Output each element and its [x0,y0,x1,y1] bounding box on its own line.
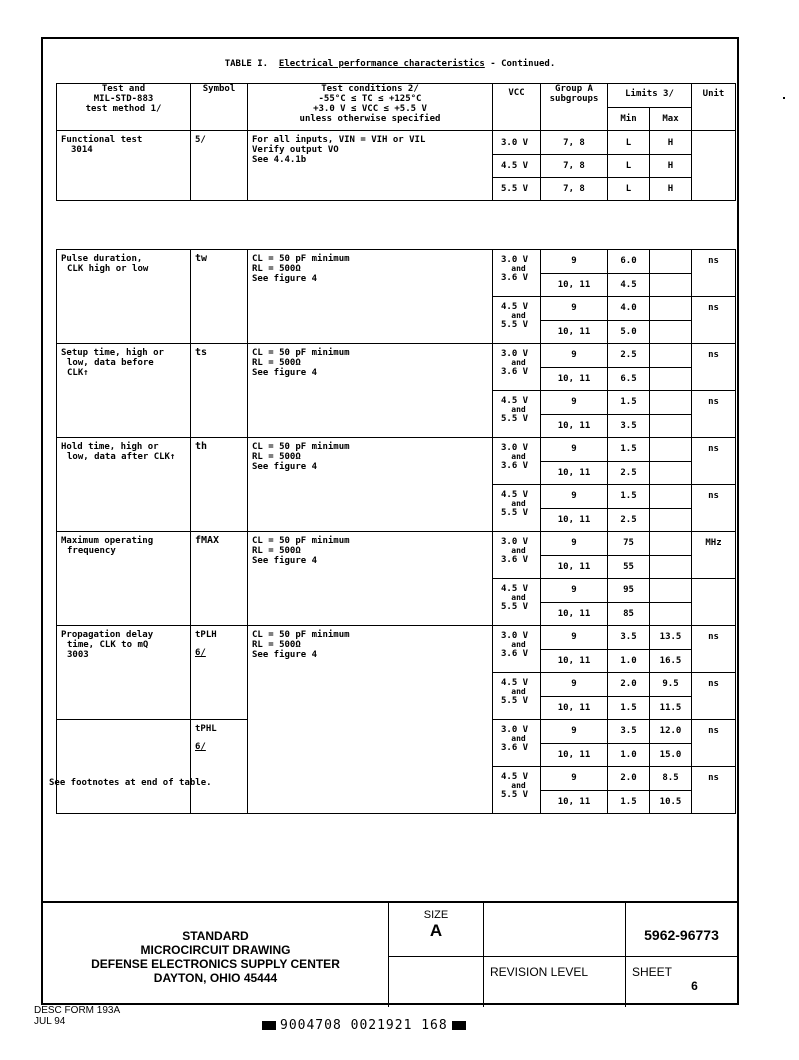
limit-min: 5.0 [608,321,650,344]
header-conditions: Test conditions 2/ -55°C ≤ TC ≤ +125°C +3.0 V ≤ VCC ≤ +5.5 V unless otherwise specified [248,84,493,131]
limit-min: 4.5 [608,274,650,297]
limit-min: 2.0 [608,767,650,791]
test-conditions: CL = 50 pF minimum RL = 500Ω See figure 4 [248,532,493,626]
barcode: 9004708 0021921 168 [258,1018,470,1033]
limit-min: 3.5 [608,720,650,744]
limit-min: 3.5 [608,626,650,650]
unit: ns [692,485,736,532]
limit-max [650,391,692,415]
table-row: Functional test 3014 5/ For all inputs, VIN = VIH or VIL Verify output VO See 4.4.1b 3.0 V 7, 8 L H [57,131,736,155]
test-name [57,720,191,814]
vcc-range: 4.5 V and 5.5 V [493,485,541,532]
table-row: 5.5 V 7, 8 L H [57,178,736,201]
vcc-range: 3.0 V and 3.6 V [493,532,541,579]
table-caption: TABLE I. Electrical performance characteristics - Continued. [224,59,556,69]
table-row [57,438,736,462]
subgroup: 9 [541,767,608,791]
limit-max: 16.5 [650,650,692,673]
subgroup: 9 [541,485,608,509]
subgroup: 10, 11 [541,462,608,485]
vcc-range: 3.0 V and 3.6 V [493,626,541,673]
electrical-table [56,83,736,201]
test-name: Hold time, high or low, data after CLK↑ [57,438,191,532]
limit-max: 10.5 [650,791,692,814]
header-limits: Limits 3/ [608,84,692,108]
symbol: tw [191,250,248,344]
subgroup: 10, 11 [541,415,608,438]
header-unit: Unit [692,84,736,131]
limit-max [650,297,692,321]
header-min: Min [608,108,650,131]
limit-max: 8.5 [650,767,692,791]
unit: ns [692,626,736,673]
limit-max [650,509,692,532]
sheet-cell: SHEET 6 [625,957,737,1007]
limit-max [650,344,692,368]
barcode-block-icon [452,1021,466,1030]
symbol: tPHL 6/ [191,720,248,814]
limit-min: 2.5 [608,344,650,368]
subgroup: 9 [541,250,608,274]
limit-min: 1.0 [608,744,650,767]
blank-cell [483,903,625,957]
unit: ns [692,673,736,720]
drawing-number: 5962-96773 [625,903,737,957]
unit: ns [692,297,736,344]
unit [692,579,736,626]
limit-min: 1.5 [608,485,650,509]
limit-max [650,321,692,344]
test-conditions: CL = 50 pF minimum RL = 500Ω See figure 4 [248,344,493,438]
test-name: Setup time, high or low, data before CLK↑ [57,344,191,438]
test-conditions: CL = 50 pF minimum RL = 500Ω See figure 4 [248,438,493,532]
barcode-block-icon [262,1021,276,1030]
header-test: Test and MIL-STD-883 test method 1/ [57,84,191,131]
subgroup: 10, 11 [541,509,608,532]
limit-min: 2.0 [608,673,650,697]
header-vcc: VCC [493,84,541,131]
unit: ns [692,250,736,297]
symbol: ts [191,344,248,438]
limit-max [650,532,692,556]
limit-max: 11.5 [650,697,692,720]
limit-max [650,462,692,485]
limit-max [650,485,692,509]
blank-cell [388,957,483,1007]
table-row [57,532,736,556]
header-group: Group A subgroups [541,84,608,131]
unit: ns [692,391,736,438]
limit-min: 4.0 [608,297,650,321]
unit: ns [692,438,736,485]
vcc-range: 4.5 V and 5.5 V [493,767,541,814]
vcc-range: 3.0 V and 3.6 V [493,344,541,391]
symbol: tPLH 6/ [191,626,248,720]
title-block [43,901,737,1007]
limit-min: 6.5 [608,368,650,391]
vcc-range: 4.5 V and 5.5 V [493,297,541,344]
symbol: fMAX [191,532,248,626]
unit: ns [692,344,736,391]
limit-max [650,250,692,274]
subgroup: 10, 11 [541,697,608,720]
limit-min: 95 [608,579,650,603]
form-identifier: DESC FORM 193A JUL 94 [34,1005,121,1027]
limit-max [650,556,692,579]
limit-min: 3.5 [608,415,650,438]
unit: MHz [692,532,736,579]
table-row [57,344,736,368]
subgroup: 10, 11 [541,368,608,391]
limit-max: 15.0 [650,744,692,767]
limit-min: 2.5 [608,509,650,532]
limit-min: 1.5 [608,697,650,720]
revision-level: REVISION LEVEL [483,957,625,1007]
limit-min: 75 [608,532,650,556]
size-cell: SIZE A [388,903,483,957]
limit-min: 85 [608,603,650,626]
limit-max [650,368,692,391]
subgroup: 10, 11 [541,650,608,673]
subgroup: 10, 11 [541,274,608,297]
test-conditions: CL = 50 pF minimum RL = 500Ω See figure 4 [248,250,493,344]
subgroup: 10, 11 [541,744,608,767]
test-conditions: CL = 50 pF minimum RL = 500Ω See figure 4 [248,626,493,814]
vcc-range: 4.5 V and 5.5 V [493,579,541,626]
vcc-range: 4.5 V and 5.5 V [493,391,541,438]
header-symbol: Symbol [191,84,248,131]
test-name: Propagation delay time, CLK to mQ 3003 [57,626,191,720]
subgroup: 9 [541,720,608,744]
limit-max: 9.5 [650,673,692,697]
limit-min: 2.5 [608,462,650,485]
subgroup: 9 [541,673,608,697]
footnote-reference: See footnotes at end of table. [49,778,212,788]
subgroup: 10, 11 [541,321,608,344]
limit-min: 1.0 [608,650,650,673]
vcc-range: 3.0 V and 3.6 V [493,720,541,767]
vcc-range: 3.0 V and 3.6 V [493,250,541,297]
subgroup: 9 [541,391,608,415]
table-row [57,626,736,650]
limit-min: 6.0 [608,250,650,274]
subgroup: 9 [541,626,608,650]
symbol: th [191,438,248,532]
subgroup: 9 [541,344,608,368]
subgroup: 10, 11 [541,603,608,626]
subgroup: 9 [541,297,608,321]
header-max: Max [650,108,692,131]
subgroup: 9 [541,438,608,462]
limit-max [650,274,692,297]
subgroup: 9 [541,579,608,603]
speck-mark [783,97,785,99]
limit-min: 1.5 [608,438,650,462]
table-row [57,250,736,274]
page-frame [41,37,739,1005]
subgroup: 10, 11 [541,791,608,814]
table-row: 4.5 V 7, 8 L H [57,155,736,178]
drawing-agency: STANDARD MICROCIRCUIT DRAWING DEFENSE ELECTRONICS SUPPLY CENTER DAYTON, OHIO 45444 [91,929,340,985]
test-name: Maximum operating frequency [57,532,191,626]
limit-min: 55 [608,556,650,579]
subgroup: 9 [541,532,608,556]
parameter-table [56,249,736,814]
vcc-range: 3.0 V and 3.6 V [493,438,541,485]
limit-min: 1.5 [608,391,650,415]
limit-max [650,415,692,438]
limit-max [650,603,692,626]
limit-max [650,579,692,603]
limit-max: 12.0 [650,720,692,744]
unit: ns [692,767,736,814]
subgroup: 10, 11 [541,556,608,579]
limit-max [650,438,692,462]
limit-min: 1.5 [608,791,650,814]
limit-max: 13.5 [650,626,692,650]
vcc-range: 4.5 V and 5.5 V [493,673,541,720]
test-name: Pulse duration, CLK high or low [57,250,191,344]
unit: ns [692,720,736,767]
